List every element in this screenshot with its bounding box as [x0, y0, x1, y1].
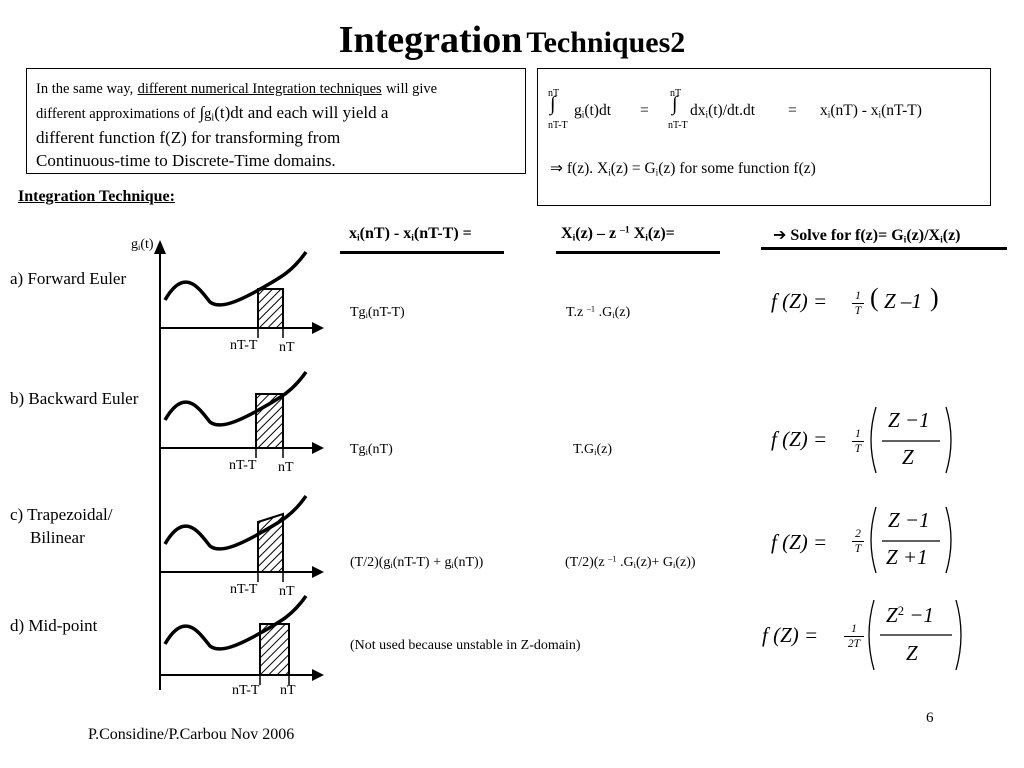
- fe2-a: T.z: [566, 305, 587, 320]
- column-rule-3: [761, 247, 1007, 250]
- integral-symbol: ∫: [199, 103, 205, 122]
- equation-box: [537, 68, 991, 206]
- c3-c: (z): [942, 227, 961, 244]
- c1-a: x: [349, 225, 357, 242]
- title-main: Integration: [338, 19, 523, 61]
- column-rule-1: [340, 251, 504, 254]
- tr1-c: (nT)): [453, 555, 484, 570]
- be1-a: Tg: [350, 442, 366, 457]
- expr-backward-euler-2: [573, 442, 612, 458]
- x-arrowhead-a: [312, 322, 324, 334]
- intro-underlined: different numerical Integration techniques: [137, 81, 382, 97]
- line2-b: (z) = G: [610, 160, 656, 177]
- tr1-b: (nT-T) + g: [392, 555, 452, 570]
- tick-label-nT-c: nT: [279, 584, 295, 599]
- upper-limit-2: nT: [670, 88, 682, 99]
- be1-i: i: [365, 448, 368, 458]
- column-heading-2: [561, 225, 675, 243]
- intro-text-3: different approximations of: [36, 106, 196, 122]
- integral-symbol-2: ∫: [672, 93, 678, 115]
- c2-a: X: [561, 225, 573, 242]
- y-axis-label: [131, 237, 154, 253]
- be2-a: T.G: [573, 442, 595, 457]
- x-arrowhead-d: [312, 669, 324, 681]
- tr1-i2: i: [451, 561, 454, 571]
- c2-d: (z)=: [647, 225, 675, 242]
- ylabel-t: (t): [140, 237, 154, 252]
- c1-b: (nT) - x: [359, 225, 412, 242]
- implies-arrow: ⇒: [550, 159, 563, 177]
- paren-open-a: (: [870, 283, 879, 312]
- coef-c-num: 2: [855, 528, 861, 540]
- eq-i-2: i: [705, 110, 709, 121]
- ylabel-i: i: [138, 243, 141, 253]
- upper-limit-1: nT: [548, 88, 560, 99]
- footer-author: P.Considine/P.Carbou Nov 2006: [88, 726, 295, 743]
- fe1-b: (nT-T): [367, 305, 405, 320]
- rhs: [820, 102, 922, 120]
- fe2-i: i: [612, 311, 615, 321]
- fe2-exp: –1: [586, 304, 596, 314]
- rhs-mid: (nT) - x: [830, 102, 879, 119]
- tr2-c: (z)+ G: [635, 555, 674, 570]
- tr2-b: .G: [616, 555, 634, 570]
- expr-forward-euler-1: [350, 305, 405, 321]
- signal-curve-b: [165, 372, 306, 425]
- tick-label-nT-b: nT: [278, 460, 294, 475]
- eq-g: g: [574, 102, 582, 119]
- intro-text: [36, 76, 521, 172]
- c2-c: X: [629, 225, 646, 242]
- equals-1: =: [640, 102, 649, 119]
- rhs-i-2: i: [878, 110, 882, 121]
- rhs-c-num: Z −1: [888, 508, 930, 532]
- paren-close-a: ): [930, 283, 939, 312]
- intro-box: [26, 68, 526, 174]
- integral-symbol-1: ∫: [550, 93, 556, 115]
- expr-trapezoidal-2: [565, 555, 696, 571]
- area-forward-euler: [258, 289, 283, 328]
- c2-exp: –1: [620, 224, 630, 236]
- row-label-backward-euler: b) Backward Euler: [10, 389, 139, 408]
- lower-limit-2: nT-T: [668, 120, 688, 131]
- integrand-2: [690, 102, 755, 120]
- x-arrowhead-b: [312, 442, 324, 454]
- section-heading: Integration Technique:: [18, 188, 175, 205]
- be2-c: (z): [596, 442, 612, 457]
- coef-d: [844, 623, 864, 650]
- line2-i-2: i: [655, 168, 659, 179]
- eq-dx: dx: [690, 102, 706, 119]
- signal-curve-c: [165, 496, 306, 549]
- intro-text-5: different function f(Z) for transforming from: [36, 128, 341, 147]
- equals-2: =: [788, 102, 797, 119]
- rhs-d-den: Z: [906, 641, 918, 665]
- intro-i: i: [211, 112, 215, 124]
- row-label-forward-euler: a) Forward Euler: [10, 269, 127, 288]
- y-axis-arrowhead: [154, 240, 166, 254]
- tick-label-nT-d: nT: [280, 683, 296, 698]
- tr2-i2: i: [673, 561, 676, 571]
- line2-a: f(z). X: [566, 160, 609, 177]
- coef-b-num: 1: [855, 428, 861, 440]
- coef-a-den: T: [854, 305, 862, 317]
- rhs-end: (nT-T): [881, 102, 922, 119]
- rhs-d-num: [886, 603, 934, 628]
- diagram-trapezoidal: [160, 496, 324, 582]
- integrand-1: [574, 102, 611, 120]
- diagram-forward-euler: [160, 252, 324, 338]
- formula-lhs-b: f (Z) =: [771, 427, 828, 451]
- tr1-i1: i: [390, 561, 393, 571]
- coef-c-den: T: [854, 543, 862, 555]
- fe1-i: i: [365, 311, 368, 321]
- rhs-d-exp: 2: [897, 604, 904, 619]
- c1-c: (nT-T) =: [413, 225, 472, 242]
- rhs-d-z: Z: [886, 603, 898, 627]
- tick-label-nT-T-c: nT-T: [230, 582, 258, 597]
- page-number: 6: [926, 710, 934, 726]
- coef-b-den: T: [854, 443, 862, 455]
- intro-g: g: [204, 106, 212, 122]
- tick-label-nT-a: nT: [279, 340, 295, 355]
- rhs-x: x: [820, 102, 828, 119]
- title-sub: Techniques2: [526, 26, 686, 59]
- be1-b: (nT): [367, 442, 393, 457]
- x-arrowhead-c: [312, 566, 324, 578]
- column-rule-2: [556, 251, 720, 254]
- diagram-backward-euler: [160, 372, 324, 458]
- rhs-b-num: Z −1: [888, 408, 930, 432]
- c2-b: (z) – z: [575, 225, 621, 242]
- column-heading-3: [773, 225, 961, 245]
- tr2-d: (z)): [675, 555, 696, 570]
- coef-b: [852, 428, 864, 455]
- fe1-a: Tg: [350, 305, 366, 320]
- rhs-i-1: i: [827, 110, 831, 121]
- expr-backward-euler-1: [350, 442, 393, 458]
- formula-lhs-c: f (Z) =: [771, 530, 828, 554]
- tick-label-nT-T-b: nT-T: [229, 458, 257, 473]
- formula-lhs-a: f (Z) =: [771, 289, 828, 313]
- eq-integrand-2: (t)/dt.dt: [708, 102, 756, 119]
- formula-lhs-d: f (Z) =: [762, 623, 819, 647]
- tick-label-nT-T-d: nT-T: [232, 683, 260, 698]
- eq-i: i: [581, 110, 585, 121]
- coef-a-num: 1: [855, 290, 861, 302]
- rhs-a: Z –1: [884, 289, 922, 313]
- tr2-a: (T/2)(z: [565, 555, 609, 570]
- row-label-trapezoidal: c) Trapezoidal/: [10, 505, 113, 524]
- c3-i2: i: [940, 234, 943, 246]
- c2-i2: i: [645, 232, 648, 244]
- row-label-mid-point: d) Mid-point: [10, 616, 98, 635]
- intro-text-1: In the same way,: [36, 81, 134, 97]
- intro-text-2: will give: [385, 81, 438, 97]
- solve-arrow-icon: ➔: [773, 225, 787, 244]
- coef-d-num: 1: [851, 623, 857, 635]
- diagram-mid-point: [160, 596, 324, 685]
- signal-curve-a: [165, 252, 306, 305]
- rhs-d-tail: −1: [903, 603, 934, 627]
- rhs-b-den: Z: [902, 445, 914, 469]
- line2-i-1: i: [608, 168, 611, 179]
- c3-b: (z)/X: [906, 227, 941, 244]
- coef-d-den: 2T: [847, 638, 861, 650]
- coef-c: [852, 528, 864, 555]
- ylabel-g: g: [131, 237, 138, 252]
- rhs-c-den: Z +1: [886, 545, 928, 569]
- be2-i: i: [594, 448, 597, 458]
- intro-text-4: (t)dt and each will yield a: [214, 103, 389, 122]
- c3-i1: i: [903, 234, 907, 246]
- equation-line-2: [550, 159, 816, 178]
- tick-label-nT-T-a: nT-T: [230, 338, 258, 353]
- fe2-b: .G: [595, 305, 613, 320]
- row-label-bilinear: Bilinear: [30, 528, 85, 547]
- c3-a: Solve for f(z)= G: [790, 227, 904, 244]
- line2-c: (z) for some function f(z): [658, 160, 816, 177]
- column-heading-1: [349, 225, 472, 243]
- expr-forward-euler-2: [566, 305, 630, 321]
- expr-mid-point-note: (Not used because unstable in Z-domain): [350, 638, 581, 653]
- c2-i1: i: [572, 232, 576, 244]
- expr-trapezoidal-1: [350, 555, 483, 571]
- eq-integrand-1: (t)dt: [584, 102, 612, 119]
- c1-i2: i: [411, 232, 414, 244]
- c1-i1: i: [357, 232, 360, 244]
- coef-a: [852, 290, 864, 317]
- tr2-exp: –1: [608, 554, 617, 564]
- intro-text-6: Continuous-time to Discrete-Time domains.: [36, 151, 336, 170]
- tr1-a: (T/2)(g: [350, 555, 391, 570]
- tr2-i1: i: [633, 561, 636, 571]
- lower-limit-1: nT-T: [548, 120, 568, 131]
- slide-title: [0, 18, 1024, 62]
- fe2-c: (z): [614, 305, 631, 320]
